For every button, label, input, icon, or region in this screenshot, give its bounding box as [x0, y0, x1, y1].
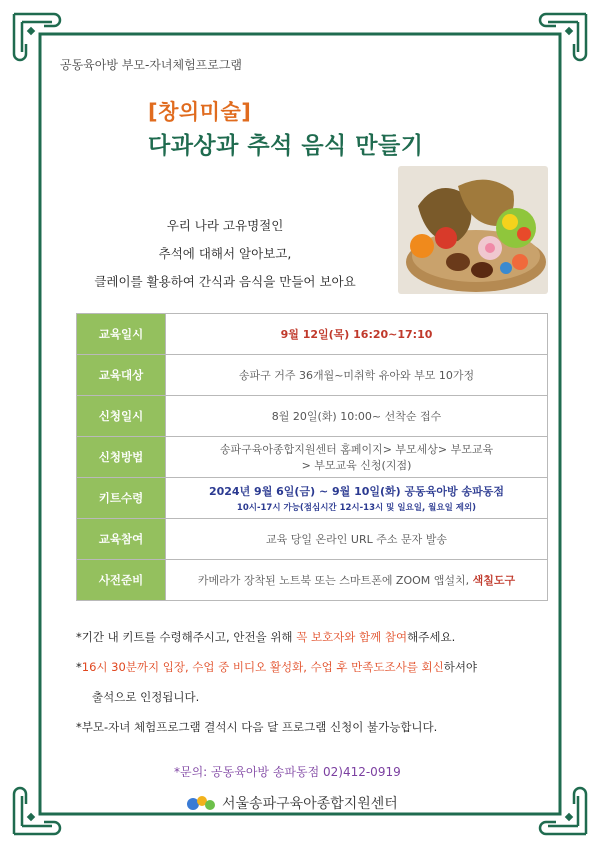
table-row [77, 478, 548, 519]
notes [76, 622, 546, 742]
footer-logo [186, 791, 398, 815]
row-value [166, 478, 548, 519]
note-3: *부모-자녀 체험프로그램 결석시 다음 달 프로그램 신청이 불가능합니다. [76, 720, 438, 734]
row-label: 신청방법 [77, 437, 166, 478]
row-value [166, 560, 548, 601]
table-row [77, 560, 548, 601]
title-category: [창의미술] [148, 100, 252, 124]
org-name: 서울송파구육아종합지원센터 [222, 796, 398, 812]
intro-text [70, 212, 380, 296]
note-2-continued: 출석으로 인정됩니다. [92, 690, 200, 704]
coloring-tools: 색칠도구 [472, 574, 516, 587]
contact-info: *문의: 공동육아방 송파동점 02)412-0919 [174, 765, 401, 779]
kit-pickup-dates: 2024년 9월 6일(금) ~ 9월 10일(화) 공동육아방 송파동점 [208, 485, 505, 498]
table-row [77, 519, 548, 560]
row-value: 8월 20일(화) 10:00~ 선착순 접수 [166, 396, 548, 437]
row-label: 교육대상 [77, 355, 166, 396]
note-1-c: 해주세요. [407, 630, 456, 644]
program-info-table [76, 313, 548, 601]
row-label: 사전준비 [77, 560, 166, 601]
row-label: 신청일시 [77, 396, 166, 437]
soc-logo-icon [186, 793, 216, 813]
intro-line-3: 클레이를 활용하여 간식과 음식을 만들어 보아요 [94, 274, 356, 289]
apply-method-line-2: > 부모교육 신청(지점) [301, 459, 412, 472]
note-1-a: *기간 내 키트를 수령해주시고, 안전을 위해 [76, 630, 297, 644]
row-value: 교육 당일 온라인 URL 주소 문자 발송 [166, 519, 548, 560]
apply-method-line-1: 송파구육아종합지원센터 홈페이지> 부모세상> 부모교육 [219, 443, 494, 456]
preparation-text: 카메라가 장착된 노트북 또는 스마트폰에 ZOOM 앱설치, [197, 574, 473, 587]
row-value: 송파구 거주 36개월~미취학 유아와 부모 10가정 [166, 355, 548, 396]
clay-food-photo [398, 166, 548, 294]
table-row [77, 437, 548, 478]
table-row [77, 396, 548, 437]
note-1 [76, 622, 546, 652]
kit-pickup-hours: 10시-17시 가능(점심시간 12시-13시 및 일요일, 월요일 제외) [236, 503, 477, 513]
row-label: 키트수령 [77, 478, 166, 519]
row-value [166, 437, 548, 478]
table-row [77, 314, 548, 355]
intro-line-2: 추석에 대해서 알아보고, [158, 246, 292, 261]
note-2-a: * [76, 660, 82, 674]
class-datetime: 9월 12일(목) 16:20~17:10 [280, 328, 433, 341]
row-label: 교육일시 [77, 314, 166, 355]
note-1-highlight: 꼭 보호자와 함께 참여 [296, 630, 408, 644]
program-category: 공동육아방 부모-자녀체험프로그램 [60, 58, 243, 72]
page-title: 다과상과 추석 음식 만들기 [148, 133, 424, 159]
note-2-highlight: 16시 30분까지 입장, 수업 중 비디오 활성화, 수업 후 만족도조사를 회신 [81, 660, 444, 674]
note-2-c: 하셔야 [443, 660, 478, 674]
row-value [166, 314, 548, 355]
note-2 [76, 652, 546, 682]
row-label: 교육참여 [77, 519, 166, 560]
intro-line-1: 우리 나라 고유명절인 [166, 218, 284, 233]
table-row [77, 355, 548, 396]
